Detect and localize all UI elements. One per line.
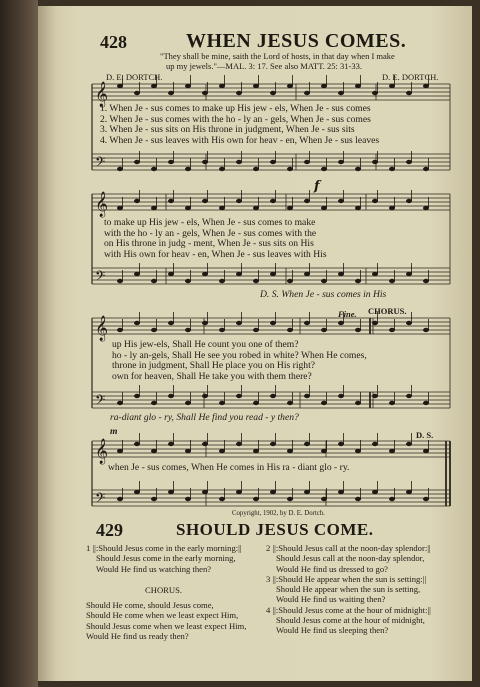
stanza-line: Would He find us watching then? — [96, 563, 212, 574]
note-head — [287, 401, 293, 405]
note-head — [270, 160, 276, 164]
note-head — [287, 497, 293, 501]
hymn2-chorus-label: CHORUS. — [145, 585, 183, 595]
verse1-line: up His jew-els, Shall He count you one of them? — [112, 339, 299, 350]
note-head — [372, 394, 378, 398]
hymn2-stanza1 — [86, 543, 242, 574]
note-head — [168, 321, 174, 325]
note-head — [389, 279, 395, 283]
bass-clef-icon: 𝄢 — [95, 154, 106, 173]
note-head — [423, 206, 429, 210]
stanza-line: Should Jesus come in the early morning, — [96, 553, 236, 564]
note-head — [134, 91, 140, 95]
note-head — [372, 321, 378, 325]
note-head — [219, 401, 225, 405]
note-head — [236, 199, 242, 203]
note-head — [423, 401, 429, 405]
note-head — [219, 497, 225, 501]
note-head — [423, 167, 429, 171]
note-head — [168, 160, 174, 164]
stanza-line: Should He appear when the sun is setting, — [276, 584, 421, 595]
stanza-line: 2 ||:Should Jesus call at the noon-day splendor:|| — [266, 543, 431, 553]
note-head — [372, 442, 378, 446]
note-head — [372, 490, 378, 494]
note-head — [423, 449, 429, 453]
verse4-line: with His own for heav - en, When Je - sus leaves with His — [104, 248, 327, 260]
note-head — [168, 199, 174, 203]
note-head — [355, 401, 361, 405]
note-head — [372, 199, 378, 203]
note-head — [389, 167, 395, 171]
note-head — [219, 206, 225, 210]
hymn2-title: SHOULD JESUS COME. — [176, 520, 374, 539]
hymn-number: 428 — [100, 32, 127, 52]
note-head — [151, 497, 157, 501]
note-head — [372, 91, 378, 95]
note-head — [219, 328, 225, 332]
verse1-line: to make up His jew - els, When Je - sus comes to make — [104, 217, 316, 228]
note-head — [134, 199, 140, 203]
note-head — [406, 199, 412, 203]
chorus-line: Should He come when we least expect Him, — [86, 610, 239, 621]
hymn-title: WHEN JESUS COMES. — [186, 30, 407, 52]
note-head — [389, 328, 395, 332]
system2-lyrics — [104, 218, 327, 260]
copyright-line: Copyright, 1902, by D. E. Dortch. — [232, 510, 325, 517]
note-head — [287, 84, 293, 88]
note-head — [423, 84, 429, 88]
note-head — [253, 401, 259, 405]
note-head — [253, 167, 259, 171]
note-head — [202, 490, 208, 494]
note-head — [253, 84, 259, 88]
note-head — [185, 497, 191, 501]
stanza-line: 4 ||:Should Jesus come at the hour of midnight:|| — [266, 604, 431, 615]
ds-marking: D. S. — [416, 430, 434, 440]
note-head — [287, 206, 293, 210]
note-head — [287, 279, 293, 283]
stanza-line: Would He find us waiting then? — [276, 594, 386, 605]
note-head — [134, 490, 140, 494]
note-head — [117, 328, 123, 332]
dynamic-forte-mark: f — [314, 179, 320, 194]
bass-clef-icon: 𝄢 — [95, 392, 106, 411]
system1-lyrics — [100, 104, 379, 146]
note-head — [304, 490, 310, 494]
verse2-line: 2. When Je - sus comes with the ho - ly an - gels, When Je - sus comes — [100, 113, 371, 125]
note-head — [202, 442, 208, 446]
note-head — [219, 449, 225, 453]
note-head — [168, 490, 174, 494]
note-head — [236, 272, 242, 276]
note-head — [338, 160, 344, 164]
note-head — [151, 449, 157, 453]
note-head — [389, 84, 395, 88]
note-head — [151, 84, 157, 88]
note-head — [321, 328, 327, 332]
note-head — [338, 199, 344, 203]
treble-clef-icon: 𝄞 — [95, 316, 109, 341]
note-head — [185, 401, 191, 405]
note-head — [202, 160, 208, 164]
note-head — [202, 91, 208, 95]
note-head — [304, 199, 310, 203]
system3-under-lyric: ra-diant glo - ry, Shall He find you read - y then? — [110, 412, 299, 423]
note-head — [134, 272, 140, 276]
note-head — [219, 167, 225, 171]
stanza-line: 3 ||:Should He appear when the sun is setting:|| — [266, 573, 427, 584]
chorus-line: Should Jesus come when we least expect Him, — [86, 620, 247, 631]
hymn2-number: 429 — [96, 520, 123, 540]
stanza-line: Should Jesus call at the noon-day splendor, — [276, 553, 425, 564]
verse2-line: with the ho - ly an - gels, When Je - sus comes with the — [104, 227, 317, 239]
note-head — [423, 279, 429, 283]
note-head — [236, 490, 242, 494]
note-head — [151, 206, 157, 210]
system2-bass-staff — [92, 268, 450, 284]
note-head — [355, 206, 361, 210]
dal-segno-lyric: D. S. When Je - sus comes in His — [260, 289, 387, 300]
chorus-line: Should He come, should Jesus come, — [86, 600, 214, 610]
system4-lyrics: when Je - sus comes, When He comes in His ra - diant glo - ry. — [108, 462, 350, 473]
note-head — [304, 272, 310, 276]
note-head — [185, 279, 191, 283]
note-head — [185, 449, 191, 453]
note-head — [304, 160, 310, 164]
note-head — [287, 449, 293, 453]
note-head — [117, 167, 123, 171]
note-head — [355, 84, 361, 88]
note-head — [151, 401, 157, 405]
fine-marking: Fine. — [338, 309, 357, 319]
treble-clef-icon: 𝄞 — [95, 82, 109, 107]
note-head — [321, 206, 327, 210]
composer-credit-left: D. E. DORTCH. — [106, 72, 163, 82]
treble-clef-icon: 𝄞 — [95, 192, 109, 217]
note-head — [270, 321, 276, 325]
note-head — [287, 328, 293, 332]
note-head — [253, 279, 259, 283]
system3-treble-staff — [92, 318, 450, 334]
note-head — [406, 442, 412, 446]
book-spine-shadow — [0, 0, 38, 687]
composer-credit-right: D. E. DORTCH. — [382, 72, 439, 82]
note-head — [134, 442, 140, 446]
note-head — [202, 321, 208, 325]
note-head — [236, 442, 242, 446]
bass-clef-icon: 𝄢 — [95, 268, 106, 287]
note-head — [253, 328, 259, 332]
note-head — [134, 394, 140, 398]
note-head — [236, 160, 242, 164]
note-head — [202, 272, 208, 276]
note-head — [406, 490, 412, 494]
note-head — [168, 394, 174, 398]
note-head — [219, 84, 225, 88]
note-head — [355, 328, 361, 332]
note-head — [117, 401, 123, 405]
music-notation — [38, 6, 472, 526]
hymn2-stanzas-2-4 — [266, 543, 431, 636]
stanza-line: Should Jesus come at the hour of midnight, — [276, 615, 425, 626]
note-head — [406, 272, 412, 276]
note-head — [151, 328, 157, 332]
note-head — [338, 394, 344, 398]
note-head — [117, 449, 123, 453]
note-head — [168, 442, 174, 446]
note-head — [253, 497, 259, 501]
stanza-line: Would He find us dressed to go? — [276, 563, 388, 574]
note-head — [372, 272, 378, 276]
note-head — [406, 91, 412, 95]
note-head — [338, 91, 344, 95]
note-head — [406, 394, 412, 398]
verse3-line: 3. When Je - sus sits on His throne in judgment, When Je - sus sits — [100, 124, 355, 136]
note-head — [117, 206, 123, 210]
note-head — [304, 442, 310, 446]
note-head — [355, 279, 361, 283]
note-head — [338, 442, 344, 446]
note-head — [321, 84, 327, 88]
stanza-line: Would He find us sleeping then? — [276, 625, 389, 636]
hymnal-page — [38, 6, 472, 681]
note-head — [355, 449, 361, 453]
note-head — [321, 279, 327, 283]
stanza-line: 1 ||:Should Jesus come in the early morning:|| — [86, 543, 242, 553]
note-head — [151, 279, 157, 283]
note-head — [304, 321, 310, 325]
note-head — [423, 328, 429, 332]
note-head — [253, 449, 259, 453]
note-head — [253, 206, 259, 210]
note-head — [304, 91, 310, 95]
note-head — [168, 272, 174, 276]
note-head — [389, 401, 395, 405]
note-head — [134, 160, 140, 164]
note-head — [338, 272, 344, 276]
chorus-line: Would He find us ready then? — [86, 630, 189, 641]
note-head — [185, 328, 191, 332]
note-head — [202, 199, 208, 203]
system3-lyrics — [112, 340, 367, 382]
scripture-epigraph-line2: up my jewels."—MAL. 3: 17. See also MATT. 25: 31-33. — [166, 61, 362, 71]
verse3-line: throne in judgment, Shall He place you on His right? — [112, 360, 316, 372]
note-head — [185, 206, 191, 210]
note-head — [134, 321, 140, 325]
note-head — [236, 321, 242, 325]
note-head — [406, 160, 412, 164]
note-head — [321, 497, 327, 501]
bass-clef-icon: 𝄢 — [95, 490, 106, 509]
verse3-line: on His throne in judg - ment, When Je - sus sits on His — [104, 238, 314, 250]
dynamic-mark: m — [110, 426, 118, 437]
note-head — [406, 321, 412, 325]
note-head — [270, 490, 276, 494]
chorus-label: CHORUS. — [368, 306, 407, 316]
verse1-line: 1. When Je - sus comes to make up His jew - els, When Je - sus comes — [100, 103, 371, 114]
verse4-line: 4. When Je - sus leaves with His own for heav - en, When Je - sus leaves — [100, 134, 380, 146]
treble-clef-icon: 𝄞 — [95, 439, 109, 464]
verse4-line: own for heaven, Shall He take you with them there? — [112, 370, 312, 382]
note-head — [270, 199, 276, 203]
note-head — [117, 279, 123, 283]
note-head — [185, 84, 191, 88]
verse2-line: ho - ly an-gels, Shall He see you robed in white? When He comes, — [112, 349, 367, 361]
note-head — [270, 442, 276, 446]
note-head — [338, 321, 344, 325]
note-head — [168, 91, 174, 95]
note-head — [151, 167, 157, 171]
note-head — [219, 279, 225, 283]
note-head — [185, 167, 191, 171]
note-head — [355, 497, 361, 501]
note-head — [270, 394, 276, 398]
note-head — [236, 394, 242, 398]
note-head — [202, 394, 208, 398]
note-head — [287, 167, 293, 171]
note-head — [270, 272, 276, 276]
note-head — [355, 167, 361, 171]
note-head — [321, 449, 327, 453]
hymn2-chorus — [86, 600, 246, 641]
note-head — [304, 394, 310, 398]
note-head — [321, 167, 327, 171]
note-head — [236, 91, 242, 95]
scripture-epigraph-line1: "They shall be mine, saith the Lord of hosts, in that day when I make — [160, 51, 395, 61]
note-head — [423, 497, 429, 501]
note-head — [389, 206, 395, 210]
note-head — [270, 91, 276, 95]
note-head — [389, 449, 395, 453]
note-head — [117, 497, 123, 501]
note-head — [321, 401, 327, 405]
note-head — [389, 497, 395, 501]
note-head — [117, 84, 123, 88]
note-head — [372, 160, 378, 164]
note-head — [338, 490, 344, 494]
